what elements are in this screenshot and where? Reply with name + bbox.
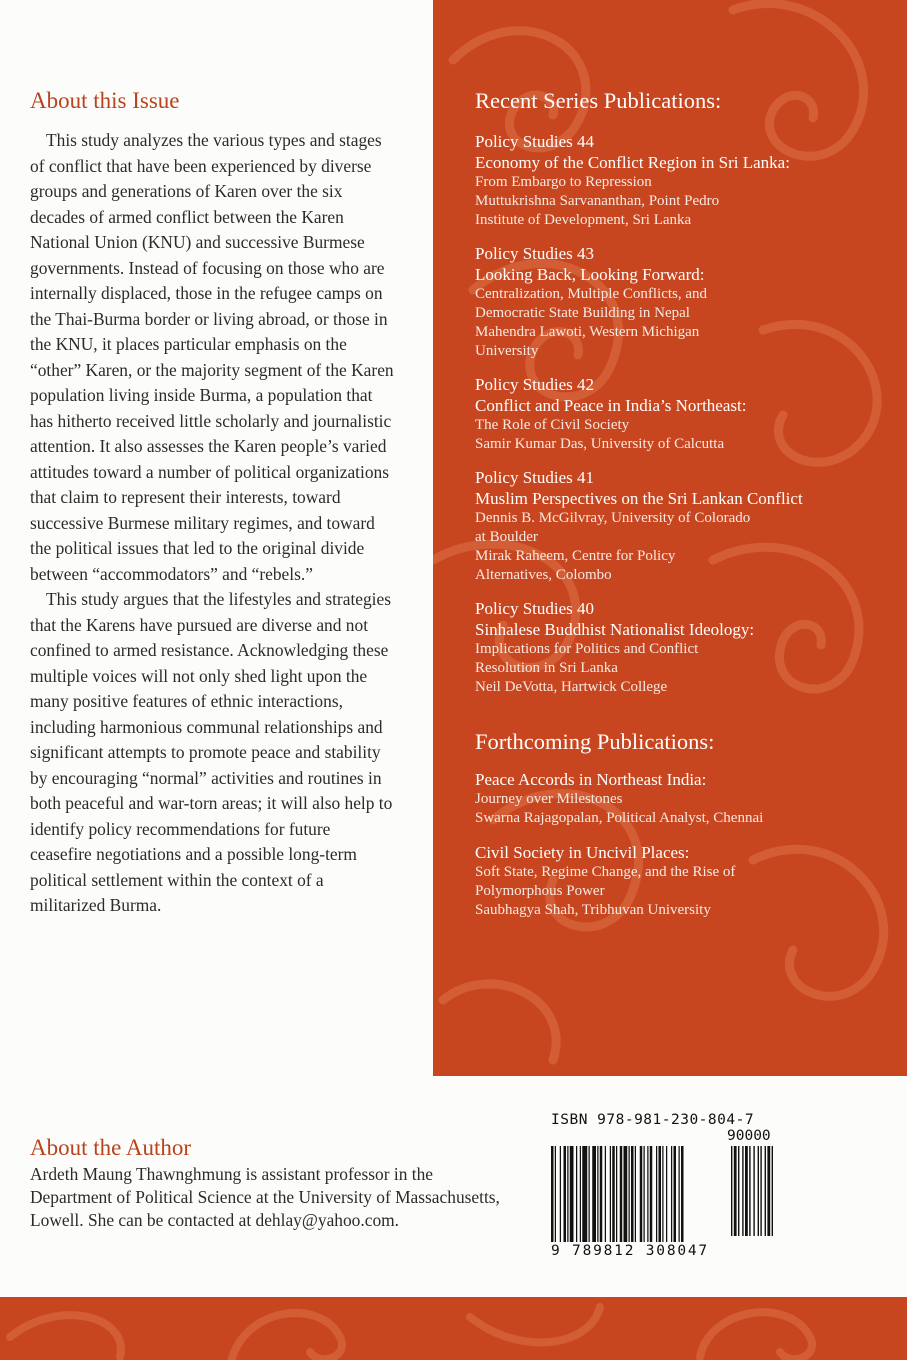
publication-subtitle: Centralization, Multiple Conflicts, and <box>475 286 708 302</box>
publication-series: Policy Studies 44 <box>475 132 595 151</box>
publication-series: Policy Studies 43 <box>475 244 595 263</box>
publication-author: Swarna Rajagopalan, Political Analyst, Chennai <box>475 810 764 826</box>
forthcoming-item <box>475 842 895 920</box>
about-issue-paragraph-1: This study analyzes the various types and stages of conflict that have been experienced by diverse groups and generations of Karen over the six decades of armed conflict between the Karen National Union (KNU) and successive Burmese governments. Instead of focusing on those who are internally displaced, those in the refugee camps on the Thai-Burma border or living abroad, or those in the KNU, it places particular emphasis on the “other” Karen, or the majority segment of the Karen population living inside Burma, a population that has hitherto received little scholarly and journalistic attention. It also assesses the Karen people’s varied attitudes toward a number of political organizations that claim to represent their interests, toward successive Burmese military regimes, and toward the political issues that led to the original divide between “accommodators” and “rebels.” <box>30 130 394 584</box>
publication-item <box>475 132 895 230</box>
forthcoming-publications-title: Forthcoming Publications: <box>475 729 715 754</box>
publication-author: Samir Kumar Das, University of Calcutta <box>475 436 725 452</box>
publication-title: Sinhalese Buddhist Nationalist Ideology: <box>475 620 755 639</box>
publication-title: Looking Back, Looking Forward: <box>475 265 705 284</box>
price-code: 90000 <box>727 1128 771 1144</box>
bottom-band <box>0 1297 907 1360</box>
publication-subtitle: From Embargo to Repression <box>475 174 652 190</box>
recent-publications-title: Recent Series Publications: <box>475 88 722 113</box>
publication-title: Economy of the Conflict Region in Sri Lanka: <box>475 153 790 172</box>
publication-author: Dennis B. McGilvray, University of Colorado <box>475 510 751 526</box>
publication-author: Muttukrishna Sarvananthan, Point Pedro <box>475 193 720 209</box>
isbn-number: ISBN 978-981-230-804-7 <box>551 1112 755 1128</box>
publication-affiliation: Alternatives, Colombo <box>475 567 612 583</box>
publication-item <box>475 375 895 454</box>
barcode-bars <box>551 1146 785 1246</box>
publication-item <box>475 468 895 585</box>
publication-title: Peace Accords in Northeast India: <box>475 770 707 789</box>
publication-title: Civil Society in Uncivil Places: <box>475 843 690 862</box>
about-author-section <box>30 1135 500 1232</box>
publication-title: Conflict and Peace in India’s Northeast: <box>475 396 747 415</box>
about-issue-paragraph-2: This study argues that the lifestyles and strategies that the Karens have pursued are diverse and not confined to armed resistance. Acknowledging these multiple voices will not only shed light upon the many positive features of ethnic interactions, including harmonious communal relationships and significant attempts to promote peace and stability by encouraging “normal” activities and routines in both peaceful and war-torn areas; it will also help to identify policy recommendations for future ceasefire negotiations and a possible long-term political settlement within the context of a militarized Burma. <box>30 589 393 915</box>
publication-author: Mahendra Lawoti, Western Michigan <box>475 324 700 340</box>
about-issue-title: About this Issue <box>30 88 180 113</box>
publication-item <box>475 244 895 361</box>
publication-subtitle: Resolution in Sri Lanka <box>475 660 618 676</box>
publication-author: Neil DeVotta, Hartwick College <box>475 679 668 695</box>
publication-series: Policy Studies 41 <box>475 468 595 487</box>
publication-affiliation: Institute of Development, Sri Lanka <box>475 212 692 228</box>
publication-subtitle: Implications for Politics and Conflict <box>475 641 699 657</box>
publications-list <box>475 88 895 920</box>
about-issue-section <box>30 88 395 919</box>
ean-number: 9 789812 308047 <box>551 1243 709 1259</box>
publication-series: Policy Studies 40 <box>475 599 595 618</box>
publication-title: Muslim Perspectives on the Sri Lankan Conflict <box>475 489 803 508</box>
isbn-barcode <box>551 1112 785 1264</box>
publication-subtitle: The Role of Civil Society <box>475 417 630 433</box>
publication-affiliation: University <box>475 343 539 359</box>
publication-subtitle: Soft State, Regime Change, and the Rise of <box>475 864 736 880</box>
about-author-text: Ardeth Maung Thawnghmung is assistant professor in the Department of Political Science at the University of Massachusetts, Lowell. She can be contacted at dehlay@yahoo.com. <box>30 1164 500 1230</box>
publication-subtitle: Journey over Milestones <box>475 791 623 807</box>
publication-subtitle: Polymorphous Power <box>475 883 605 899</box>
publication-affiliation: at Boulder <box>475 529 538 545</box>
publication-item <box>475 599 895 697</box>
publication-author: Mirak Raheem, Centre for Policy <box>475 548 676 564</box>
publication-author: Saubhagya Shah, Tribhuvan University <box>475 902 711 918</box>
publication-subtitle: Democratic State Building in Nepal <box>475 305 690 321</box>
about-author-title: About the Author <box>30 1135 191 1160</box>
publication-series: Policy Studies 42 <box>475 375 595 394</box>
band-swirl-decoration <box>0 1297 907 1360</box>
forthcoming-item <box>475 769 895 828</box>
